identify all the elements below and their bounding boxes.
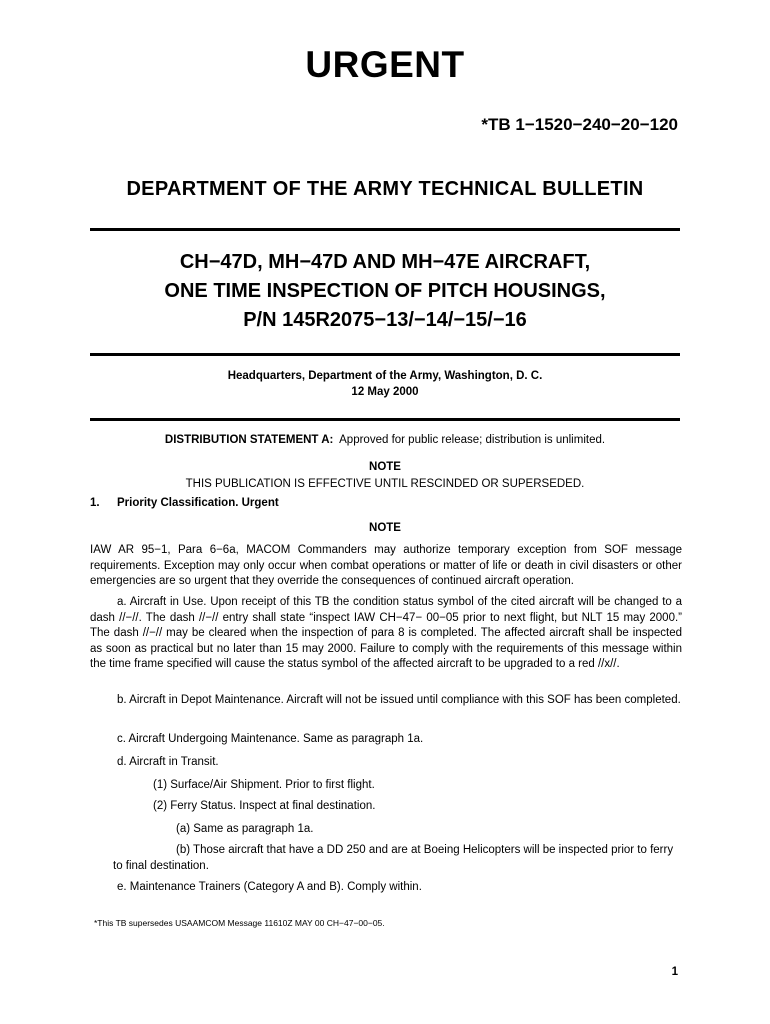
effective-statement: THIS PUBLICATION IS EFFECTIVE UNTIL RESCINDED OR SUPERSEDED.: [185, 478, 585, 490]
issuer-block: [0, 368, 770, 400]
title-line-1: CH−47D, MH−47D AND MH−47E AIRCRAFT,: [179, 251, 591, 273]
paragraph-b: b. Aircraft in Depot Maintenance. Aircraft will not be issued until compliance with this SOF has been completed.: [117, 694, 681, 706]
note-text: IAW AR 95−1, Para 6−6a, MACOM Commanders may authorize temporary exception from SOF message requirements. Exception may only occur when combat operations or matter of life or death in civil disasters or other emergencies are so urgent that they override the consequences of continued aircraft operation.: [90, 544, 682, 587]
headquarters-line: Headquarters, Department of the Army, Washington, D. C.: [227, 370, 543, 382]
distribution-text: Approved for public release; distribution is unlimited.: [339, 434, 606, 446]
paragraph-d2b: (b) Those aircraft that have a DD 250 and are at Boeing Helicopters will be inspected prior to ferry to final destination.: [113, 844, 674, 872]
note-heading: NOTE: [369, 522, 401, 534]
paragraph-a: a. Aircraft in Use. Upon receipt of this TB the condition status symbol of the cited aircraft will be changed to a dash //−//. The dash //−// entry shall state “inspect IAW CH−47− 00−05 prior to next flight, but NLT 15 may 2000.” The dash //−// may be cleared when the inspection of para 8 is completed. The affected aircraft shall be inspected as soon as practical but no later than 15 may 2000. Failure to comply with the requirements of this message within the time frame specified will cause the status symbol of the affected aircraft to be upgraded to a red //x//.: [90, 596, 682, 670]
paragraph-d2a: (a) Same as paragraph 1a.: [176, 823, 314, 835]
paragraph-c: c. Aircraft Undergoing Maintenance. Same as paragraph 1a.: [117, 733, 424, 745]
paragraph-e: e. Maintenance Trainers (Category A and B). Comply within.: [117, 881, 422, 893]
section-number: 1.: [90, 497, 100, 509]
note-heading: NOTE: [369, 461, 401, 473]
divider-rule: [90, 353, 680, 356]
issue-date: 12 May 2000: [351, 386, 419, 398]
urgent-heading: URGENT: [305, 44, 465, 85]
distribution-statement: [0, 434, 770, 446]
divider-rule: [90, 418, 680, 421]
document-title: [0, 248, 770, 335]
distribution-label: DISTRIBUTION STATEMENT A:: [164, 434, 334, 446]
title-line-2: ONE TIME INSPECTION OF PITCH HOUSINGS,: [164, 280, 606, 302]
page-number: 1: [671, 966, 678, 978]
paragraph-d1: (1) Surface/Air Shipment. Prior to first flight.: [153, 779, 375, 791]
paragraph-d2: (2) Ferry Status. Inspect at final destination.: [153, 800, 376, 812]
paragraph-d: d. Aircraft in Transit.: [117, 756, 219, 768]
priority-text: Priority Classification. Urgent: [117, 497, 279, 509]
footnote: *This TB supersedes USAAMCOM Message 11610Z MAY 00 CH−47−00−05.: [94, 918, 385, 928]
tb-number: *TB 1−1520−240−20−120: [481, 115, 678, 134]
title-line-3: P/N 145R2075−13/−14/−15/−16: [243, 309, 527, 331]
department-heading: DEPARTMENT OF THE ARMY TECHNICAL BULLETIN: [126, 178, 644, 200]
priority-classification: [90, 497, 279, 509]
divider-rule: [90, 228, 680, 231]
